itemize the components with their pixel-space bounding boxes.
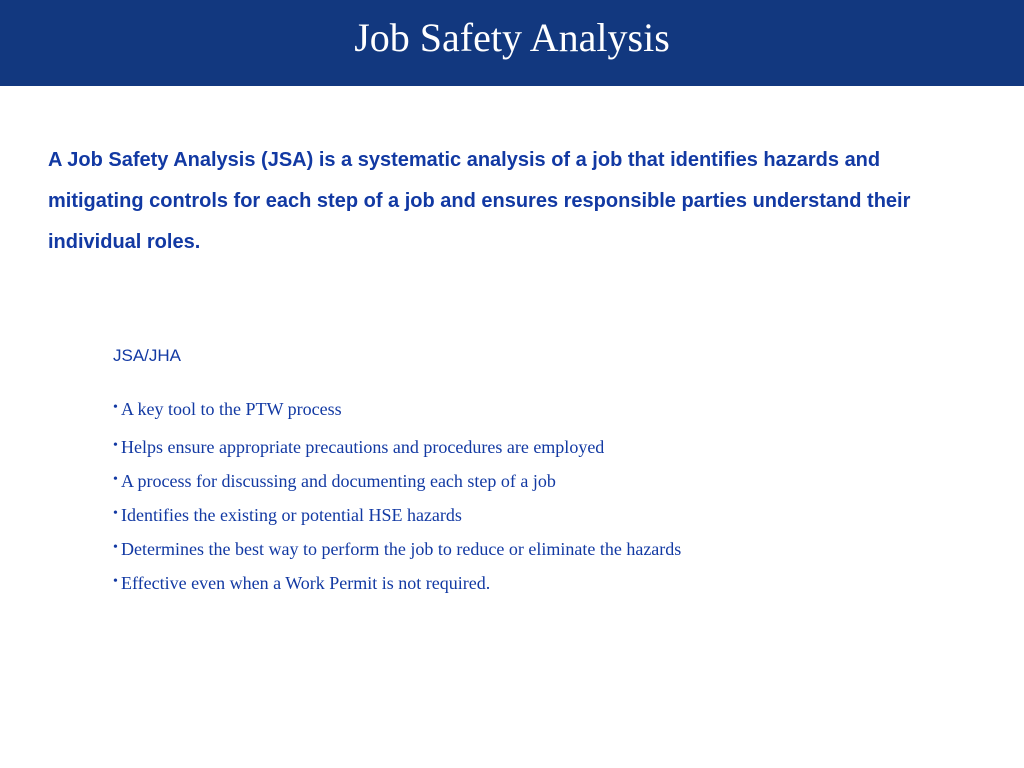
intro-paragraph: A Job Safety Analysis (JSA) is a systematic analysis of a job that identifies hazards and mitigating controls for each step of a job and ensures responsible parties understand their individual roles. [48,149,911,253]
bullet-item [113,468,993,502]
bullet-text: Identifies the existing or potential HSE hazards [121,505,462,525]
bullet-icon: • [113,438,118,453]
bullet-item [113,396,993,434]
bullet-icon: • [113,400,118,415]
bullet-item [113,434,993,468]
bullet-icon: • [113,506,118,521]
bullet-text: Effective even when a Work Permit is not required. [121,573,491,593]
bullet-icon: • [113,574,118,589]
bullet-text: Helps ensure appropriate precautions and procedures are employed [121,437,605,457]
bullet-text: A key tool to the PTW process [121,399,342,419]
bullet-text: A process for discussing and documenting each step of a job [121,471,556,491]
bullet-list [113,396,993,604]
slide-title: Job Safety Analysis [354,15,670,60]
bullet-item [113,570,993,604]
section-heading: JSA/JHA [113,346,182,365]
bullet-icon: • [113,472,118,487]
bullet-icon: • [113,540,118,555]
bullet-text: Determines the best way to perform the job to reduce or eliminate the hazards [121,539,682,559]
bullet-item [113,536,993,570]
bullet-item [113,502,993,536]
